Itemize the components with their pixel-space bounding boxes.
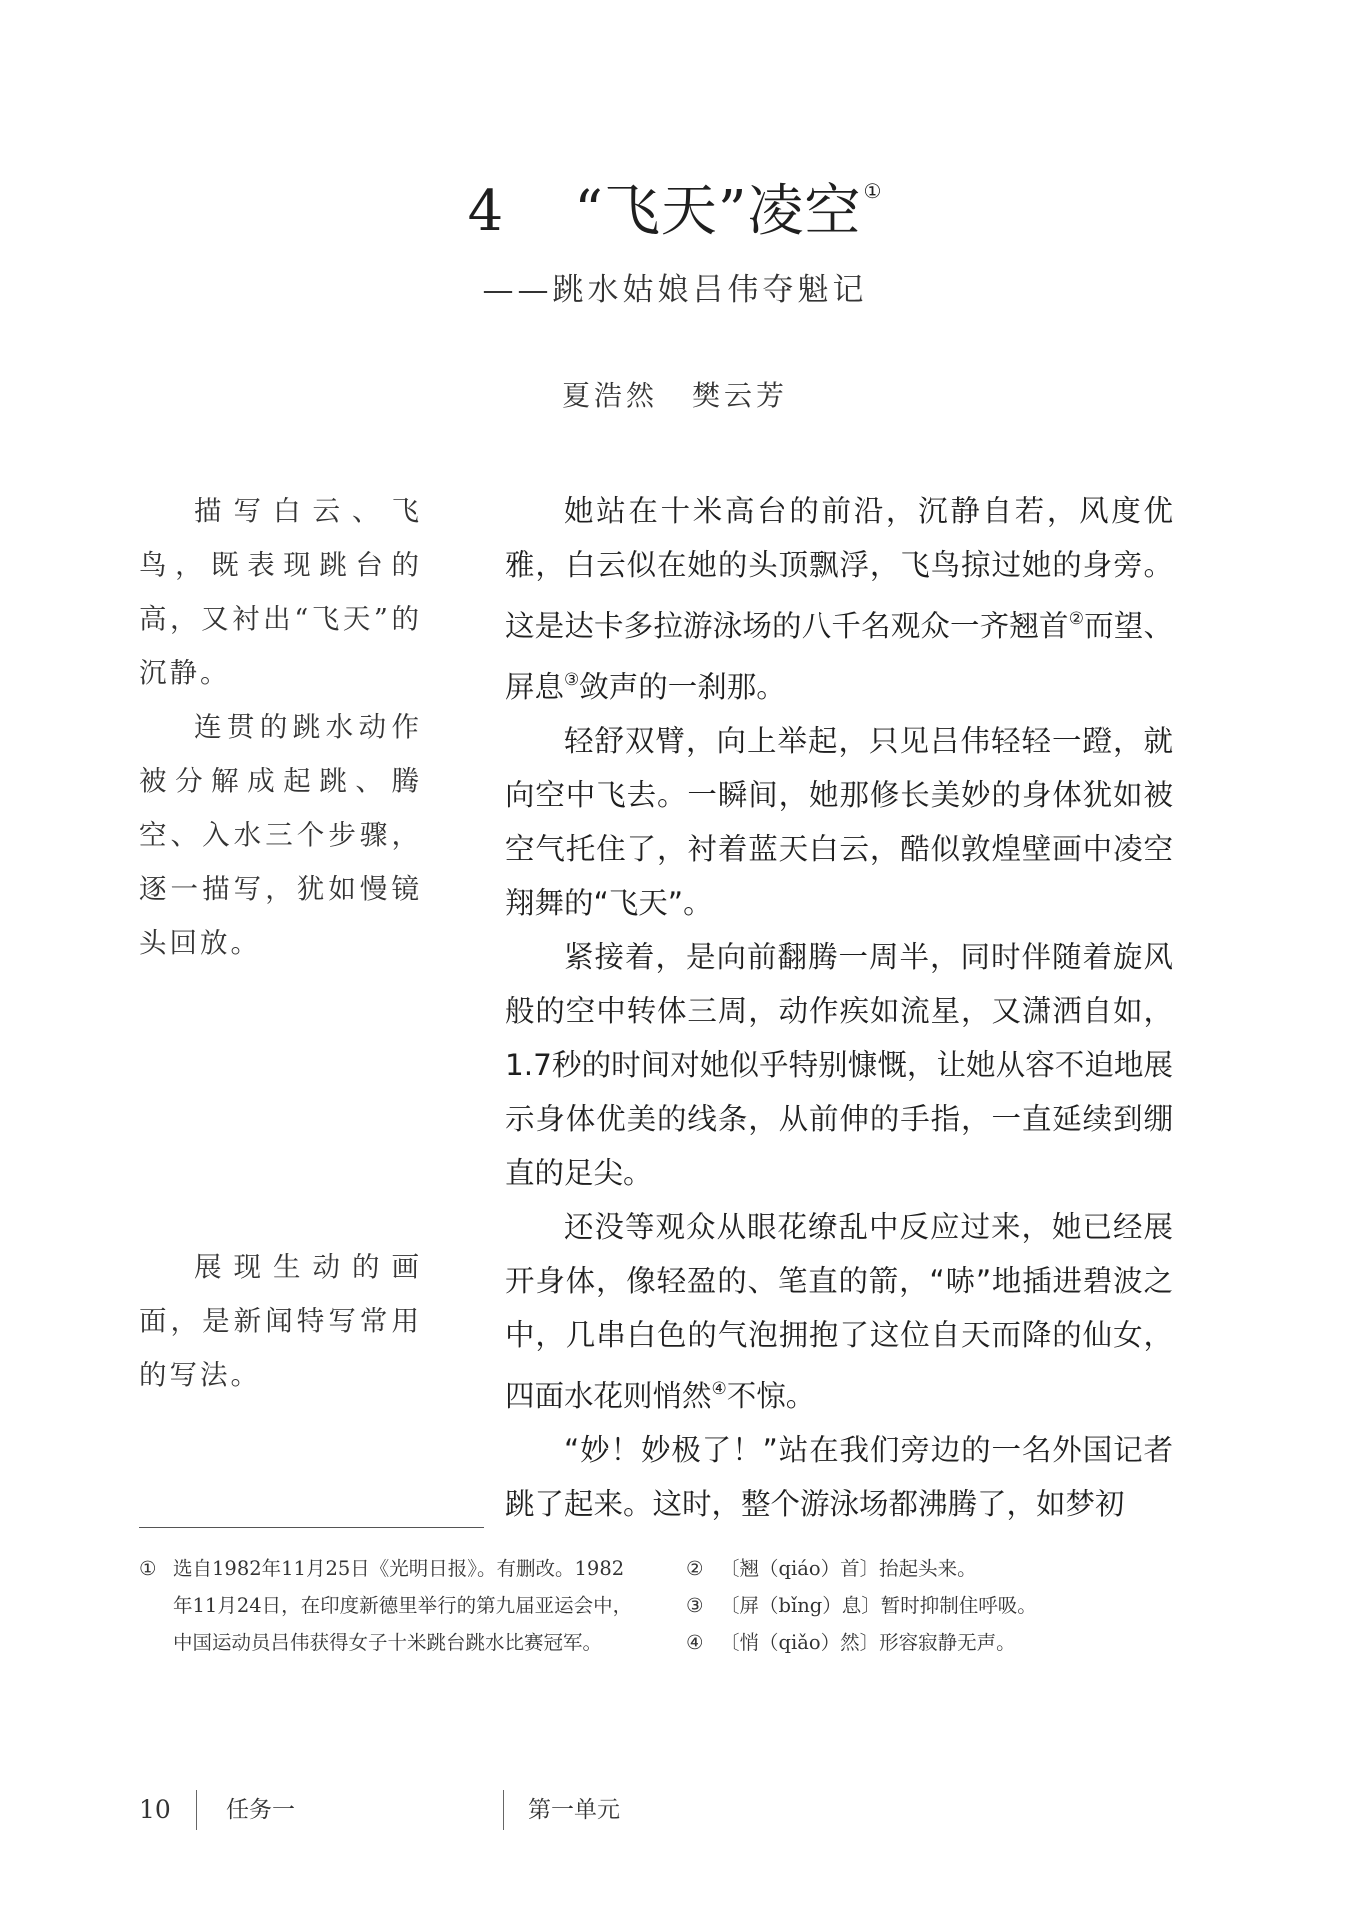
paragraph-text: 敛声的一刹那。 [579, 670, 786, 704]
footnote-number: ④ [686, 1631, 704, 1654]
author-line [0, 376, 1350, 416]
margin-note: 描写白云、飞鸟，既表现跳台的高，又衬出“飞天”的沉静。 [139, 495, 422, 689]
footnote-number: ① [139, 1557, 157, 1580]
paragraph-text: 还没等观众从眼花缭乱中反应过来，她已经展开身体，像轻盈的、笔直的箭，“哧”地插进碧波之中，几串白色的气泡拥抱了这位自天而降的仙女，四面水花则悄然 [505, 1210, 1173, 1413]
article-paragraph [505, 484, 1173, 714]
lesson-subtitle: ——跳水姑娘吕伟夺魁记 [482, 272, 868, 308]
article-paragraph: “妙！妙极了！”站在我们旁边的一名外国记者跳了起来。这时，整个游泳场都沸腾了，如梦初 [505, 1433, 1173, 1521]
footnotes-left [139, 1550, 634, 1661]
title-footnote-marker[interactable]: ① [863, 179, 883, 203]
footnote-marker[interactable]: ② [1068, 609, 1085, 629]
margin-note: 连贯的跳水动作被分解成起跳、腾空、入水三个步骤，逐一描写，犹如慢镜头回放。 [139, 711, 422, 959]
footnote-number: ③ [686, 1594, 704, 1617]
author-name: 樊云芳 [692, 379, 789, 412]
page-number: 10 [139, 1795, 171, 1824]
lesson-title [0, 156, 1350, 247]
paragraph-text: 不惊。 [726, 1379, 816, 1413]
footnote-text: 〔悄（qiǎo）然〕形容寂静无声。 [720, 1631, 1016, 1654]
footnote-item [686, 1550, 1206, 1587]
footnote-text: 〔翘（qiáo）首〕抬起头来。 [720, 1557, 977, 1580]
footer-divider [196, 1790, 197, 1830]
paragraph-text: 她站在十米高台的前沿，沉静自若，风度优雅，白云似在她的头顶飘浮，飞鸟掠过她的身旁。这是达卡多拉游泳场的八千名观众一齐翘首 [505, 494, 1173, 643]
footer-section: 任务一 [226, 1797, 295, 1823]
article-paragraph: 紧接着，是向前翻腾一周半，同时伴随着旋风般的空中转体三周，动作疾如流星，又潇洒自如，1.7秒的时间对她似乎特别慷慨，让她从容不迫地展示身体优美的线条，从前伸的手指，一直延续到绷直的足尖。 [505, 940, 1173, 1190]
margin-note: 展现生动的画面，是新闻特写常用的写法。 [139, 1251, 422, 1391]
footnote-item [686, 1624, 1206, 1661]
footnote-item [139, 1550, 634, 1661]
footnote-divider [139, 1527, 484, 1528]
author-name: 夏浩然 [561, 379, 658, 412]
footnotes-right [686, 1550, 1206, 1661]
footer-unit: 第一单元 [528, 1797, 620, 1823]
footnote-text: 选自1982年11月25日《光明日报》。有删改。1982年11月24日，在印度新德里举行的第九届亚运会中，中国运动员吕伟获得女子十米跳台跳水比赛冠军。 [173, 1557, 633, 1654]
footnote-text: 〔屏（bǐng）息〕暂时抑制住呼吸。 [720, 1594, 1037, 1617]
footer-divider [503, 1790, 504, 1830]
lesson-number: 4 [467, 179, 505, 244]
footnote-number: ② [686, 1557, 704, 1580]
page-number-container [139, 1790, 171, 1830]
footnote-item [686, 1587, 1206, 1624]
paragraph-text: 而望、屏息 [505, 609, 1173, 704]
footnote-marker[interactable]: ④ [711, 1379, 727, 1399]
article-paragraph [505, 1200, 1173, 1423]
lesson-title-text: “飞天”凌空 [574, 179, 862, 244]
article-paragraph: 轻舒双臂，向上举起，只见吕伟轻轻一蹬，就向空中飞去。一瞬间，她那修长美妙的身体犹如被空气托住了，衬着蓝天白云，酷似敦煌壁画中凌空翔舞的“飞天”。 [505, 724, 1173, 920]
article-body [505, 484, 1173, 1531]
footnote-marker[interactable]: ③ [564, 670, 580, 690]
